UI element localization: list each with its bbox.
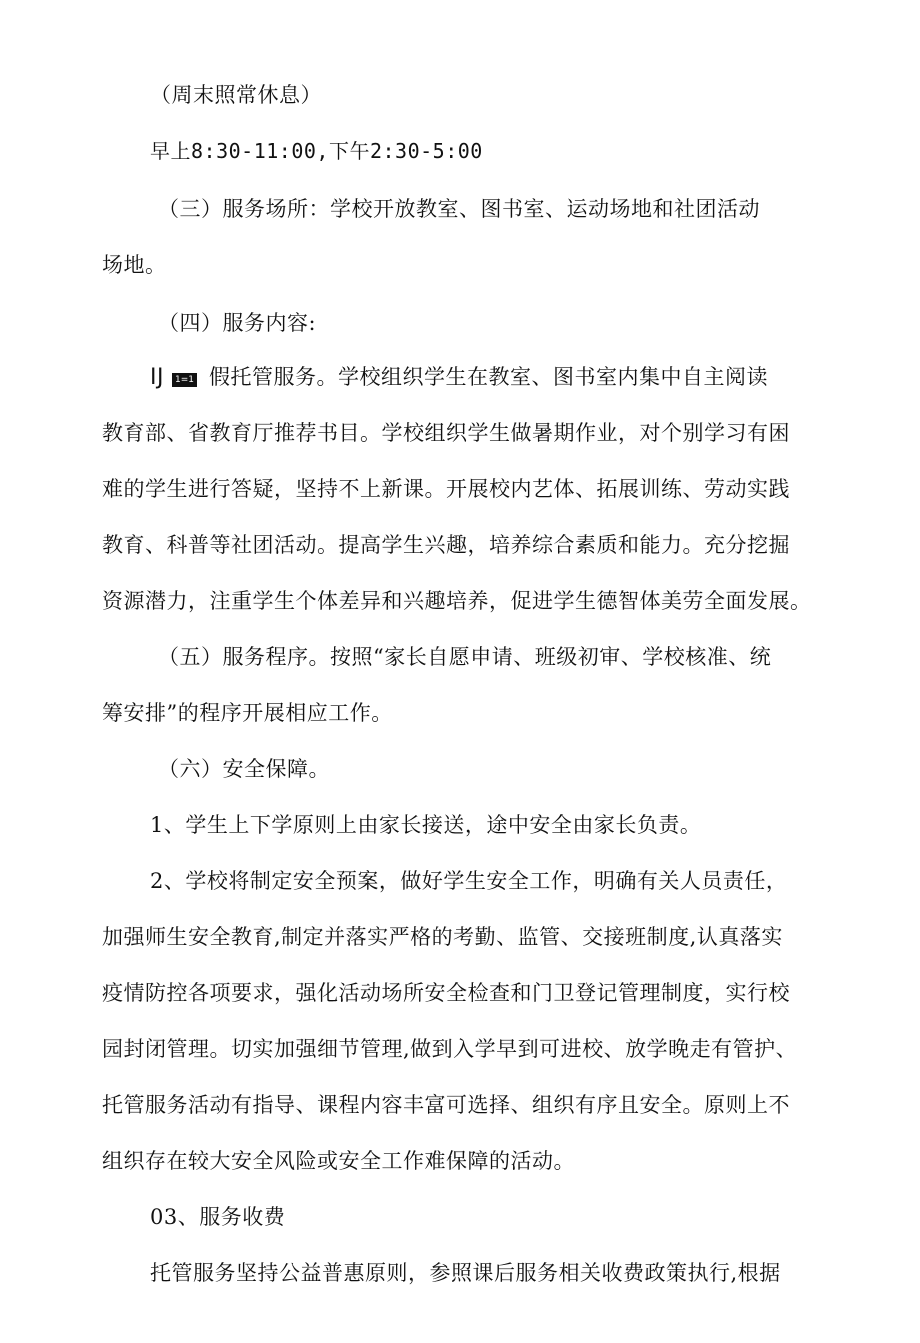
paragraph-service-content <box>150 362 768 393</box>
paragraph-safety-2-line3: 疫情防控各项要求，强化活动场所安全检查和门卫登记管理制度，实行校 <box>102 981 790 1005</box>
ocr-artifact-text: IJ <box>150 365 164 390</box>
paragraph-service-content-text: 假托管服务。学校组织学生在教室、图书室内集中自主阅读 <box>208 365 768 389</box>
paragraph-service-content-line4: 教育、科普等社团活动。提高学生兴趣，培养综合素质和能力。充分挖掘 <box>102 533 790 557</box>
paragraph-service-content-line3: 难的学生进行答疑，坚持不上新课。开展校内艺体、拓展训练、劳动实践 <box>102 477 790 501</box>
paragraph-service-content-line5: 资源潜力，注重学生个体差异和兴趣培养，促进学生德智体美劳全面发展。 <box>102 589 812 613</box>
paragraph-weekend-note: （周末照常休息） <box>150 83 322 107</box>
paragraph-service-fees: 托管服务坚持公益普惠原则，参照课后服务相关收费政策执行,根据 <box>150 1261 781 1285</box>
paragraph-service-location-cont: 场地。 <box>102 253 167 277</box>
paragraph-safety-2-line5: 托管服务活动有指导、课程内容丰富可选择、组织有序且安全。原则上不 <box>102 1093 790 1117</box>
paragraph-safety-2: 2、学校将制定安全预案，做好学生安全工作，明确有关人员责任， <box>150 869 788 893</box>
ocr-artifact-badge: 1=1 <box>172 373 197 387</box>
paragraph-service-content-line2: 教育部、省教育厅推荐书目。学校组织学生做暑期作业，对个别学习有困 <box>102 421 790 445</box>
heading-service-fees: 03、服务收费 <box>150 1205 286 1229</box>
heading-service-content: （四）服务内容: <box>158 311 317 335</box>
paragraph-safety-2-line6: 组织存在较大安全风险或安全工作难保障的活动。 <box>102 1149 575 1173</box>
heading-safety: （六）安全保障。 <box>158 757 330 781</box>
paragraph-service-hours: 早上8:30-11:00,下午2:30-5:00 <box>150 139 483 163</box>
paragraph-service-procedure: （五）服务程序。按照“家长自愿申请、班级初审、学校核准、统 <box>158 645 772 669</box>
paragraph-safety-2-line2: 加强师生安全教育,制定并落实严格的考勤、监管、交接班制度,认真落实 <box>102 925 783 949</box>
paragraph-service-procedure-cont: 筹安排”的程序开展相应工作。 <box>102 701 393 725</box>
paragraph-service-location: （三）服务场所：学校开放教室、图书室、运动场地和社团活动 <box>158 197 760 221</box>
paragraph-safety-1: 1、学生上下学原则上由家长接送，途中安全由家长负责。 <box>150 813 702 837</box>
paragraph-safety-2-line4: 园封闭管理。切实加强细节管理,做到入学早到可进校、放学晚走有管护、 <box>102 1037 798 1061</box>
